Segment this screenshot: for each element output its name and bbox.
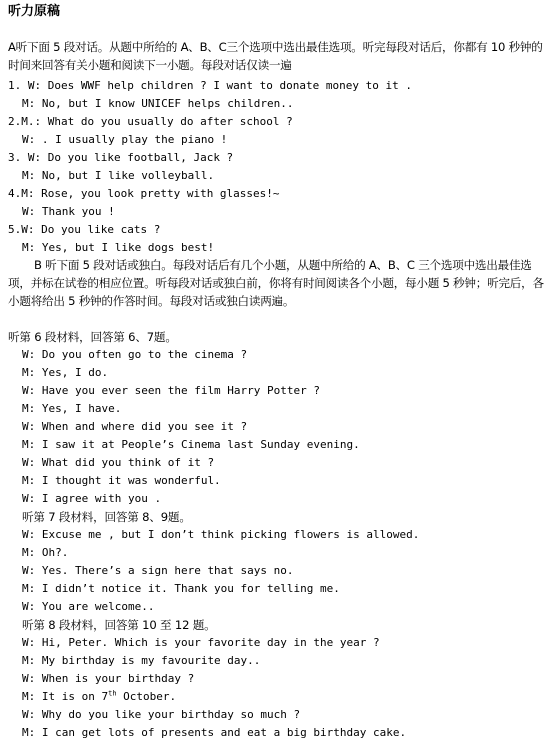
- speaker-label: M:: [22, 654, 36, 667]
- dialogue-text: When is your birthday ?: [41, 672, 195, 685]
- speaker-label: W:: [22, 133, 36, 146]
- speaker-label: W:: [22, 420, 36, 433]
- part6-heading: 听第 6 段材料，回答第 6、7题。: [8, 330, 177, 344]
- dialogue-line: [22, 382, 320, 400]
- speaker-label: W:: [22, 384, 36, 397]
- dialogue-line: [22, 670, 194, 688]
- speaker-label: 3. W:: [8, 151, 42, 164]
- speaker-label: W:: [22, 205, 36, 218]
- speaker-label: 5.W:: [8, 223, 35, 236]
- speaker-label: W:: [22, 456, 36, 469]
- ordinal-suffix: th: [108, 689, 117, 698]
- dialogue-line: [22, 203, 115, 221]
- speaker-label: W:: [22, 708, 36, 721]
- speaker-label: M:: [22, 241, 36, 254]
- dialogue-text: I didn’t notice it. Thank you for telling me.: [41, 582, 340, 595]
- dialogue-line: [22, 131, 227, 149]
- dialogue-text-tail: October.: [116, 690, 177, 703]
- speaker-label: M:: [22, 169, 36, 182]
- dialogue-line: [22, 364, 108, 382]
- dialogue-line: [8, 185, 280, 203]
- dialogue-line: [22, 634, 380, 652]
- dialogue-line: [22, 95, 294, 113]
- dialogue-text: Rose, you look pretty with glasses!~: [41, 187, 280, 200]
- dialogue-line: [22, 418, 247, 436]
- dialogue-text: No, but I like volleyball.: [41, 169, 215, 182]
- dialogue-text: No, but I know UNICEF helps children..: [41, 97, 294, 110]
- dialogue-text: Do you like football, Jack ?: [47, 151, 234, 164]
- dialogue-line: [22, 706, 300, 724]
- dialogue-text: Does WWF help children ? I want to donate money to it .: [47, 79, 412, 92]
- speaker-label: W:: [22, 348, 36, 361]
- speaker-label: M:: [22, 366, 36, 379]
- dialogue-text: Do you like cats ?: [41, 223, 161, 236]
- dialogue-text: My birthday is my favourite day..: [41, 654, 261, 667]
- dialogue-text: When and where did you see it ?: [41, 420, 248, 433]
- dialogue-line: [22, 167, 214, 185]
- section-a-intro: A听下面 5 段对话。从题中所给的 A、B、C三个选项中选出最佳选项。听完每段对话后，你都有 10 秒钟的时间来回答有关小题和阅读下一小题。每段对话仅读一遍: [8, 40, 543, 72]
- dialogue-text: I agree with you .: [41, 492, 162, 505]
- speaker-label: M:: [22, 402, 36, 415]
- speaker-label: W:: [22, 600, 36, 613]
- dialogue-line: [22, 526, 419, 544]
- speaker-label: M:: [22, 582, 36, 595]
- dialogue-text: Yes, I do.: [41, 366, 109, 379]
- speaker-label: M:: [22, 546, 36, 559]
- dialogue-line: [22, 436, 360, 454]
- dialogue-text: It is on 7: [41, 690, 109, 703]
- speaker-label: 1. W:: [8, 79, 42, 92]
- dialogue-line: [8, 149, 233, 167]
- dialogue-text: Hi, Peter. Which is your favorite day in the year ?: [41, 636, 380, 649]
- speaker-label: W:: [22, 564, 36, 577]
- dialogue-text: Have you ever seen the film Harry Potter ?: [41, 384, 321, 397]
- speaker-label: M:: [22, 474, 36, 487]
- dialogue-text: Excuse me , but I don’t think picking flowers is allowed.: [41, 528, 420, 541]
- dialogue-text: Why do you like your birthday so much ?: [41, 708, 301, 721]
- dialogue-line: [22, 562, 294, 580]
- dialogue-text: I saw it at People’s Cinema last Sunday evening.: [41, 438, 360, 451]
- dialogue-line: [22, 598, 154, 616]
- speaker-label: M:: [22, 726, 36, 739]
- dialogue-line: [22, 239, 214, 257]
- speaker-label: M:: [22, 438, 36, 451]
- page-title: 听力原稿: [8, 4, 61, 19]
- dialogue-line: [22, 724, 406, 742]
- dialogue-text: I can get lots of presents and eat a big birthday cake.: [41, 726, 407, 739]
- dialogue-line: [8, 113, 293, 131]
- dialogue-line: [8, 77, 412, 95]
- dialogue-text: Oh?.: [41, 546, 69, 559]
- dialogue-line: [22, 580, 340, 598]
- dialogue-text: Yes, but I like dogs best!: [41, 241, 215, 254]
- dialogue-line: [22, 454, 214, 472]
- part8-heading: 听第 8 段材料，回答第 10 至 12 题。: [22, 618, 216, 632]
- speaker-label: 4.M:: [8, 187, 35, 200]
- dialogue-line: [22, 490, 161, 508]
- dialogue-line: [22, 346, 247, 364]
- dialogue-text: Yes, I have.: [41, 402, 122, 415]
- dialogue-line: [22, 544, 68, 562]
- speaker-label: 2.M.:: [8, 115, 42, 128]
- dialogue-text: Yes. There’s a sign here that says no.: [41, 564, 294, 577]
- speaker-label: W:: [22, 528, 36, 541]
- dialogue-text: What did you think of it ?: [41, 456, 215, 469]
- part7-heading: 听第 7 段材料，回答第 8、9题。: [22, 510, 191, 524]
- dialogue-text: . I usually play the piano !: [41, 133, 228, 146]
- dialogue-line: [22, 688, 176, 706]
- dialogue-text: What do you usually do after school ?: [47, 115, 293, 128]
- dialogue-line: [8, 221, 160, 239]
- dialogue-text: I thought it was wonderful.: [41, 474, 221, 487]
- speaker-label: M:: [22, 97, 36, 110]
- speaker-label: M:: [22, 690, 36, 703]
- dialogue-text: Thank you !: [41, 205, 115, 218]
- dialogue-text: Do you often go to the cinema ?: [41, 348, 248, 361]
- dialogue-line: [22, 472, 221, 490]
- speaker-label: W:: [22, 492, 36, 505]
- speaker-label: W:: [22, 672, 36, 685]
- section-b-intro: B 听下面 5 段对话或独白。每段对话后有几个小题，从题中所给的 A、B、C 三个选项中选出最佳选项，并标在试卷的相应位置。听每段对话或独白前，你将有时间阅读各个小题，每小题 5 秒钟；听完后，各小题将给出 5 秒钟的作答时间。每段对话或独白读两遍。: [8, 258, 544, 308]
- dialogue-line: [22, 652, 260, 670]
- speaker-label: W:: [22, 636, 36, 649]
- dialogue-text: You are welcome..: [41, 600, 155, 613]
- dialogue-line: [22, 400, 121, 418]
